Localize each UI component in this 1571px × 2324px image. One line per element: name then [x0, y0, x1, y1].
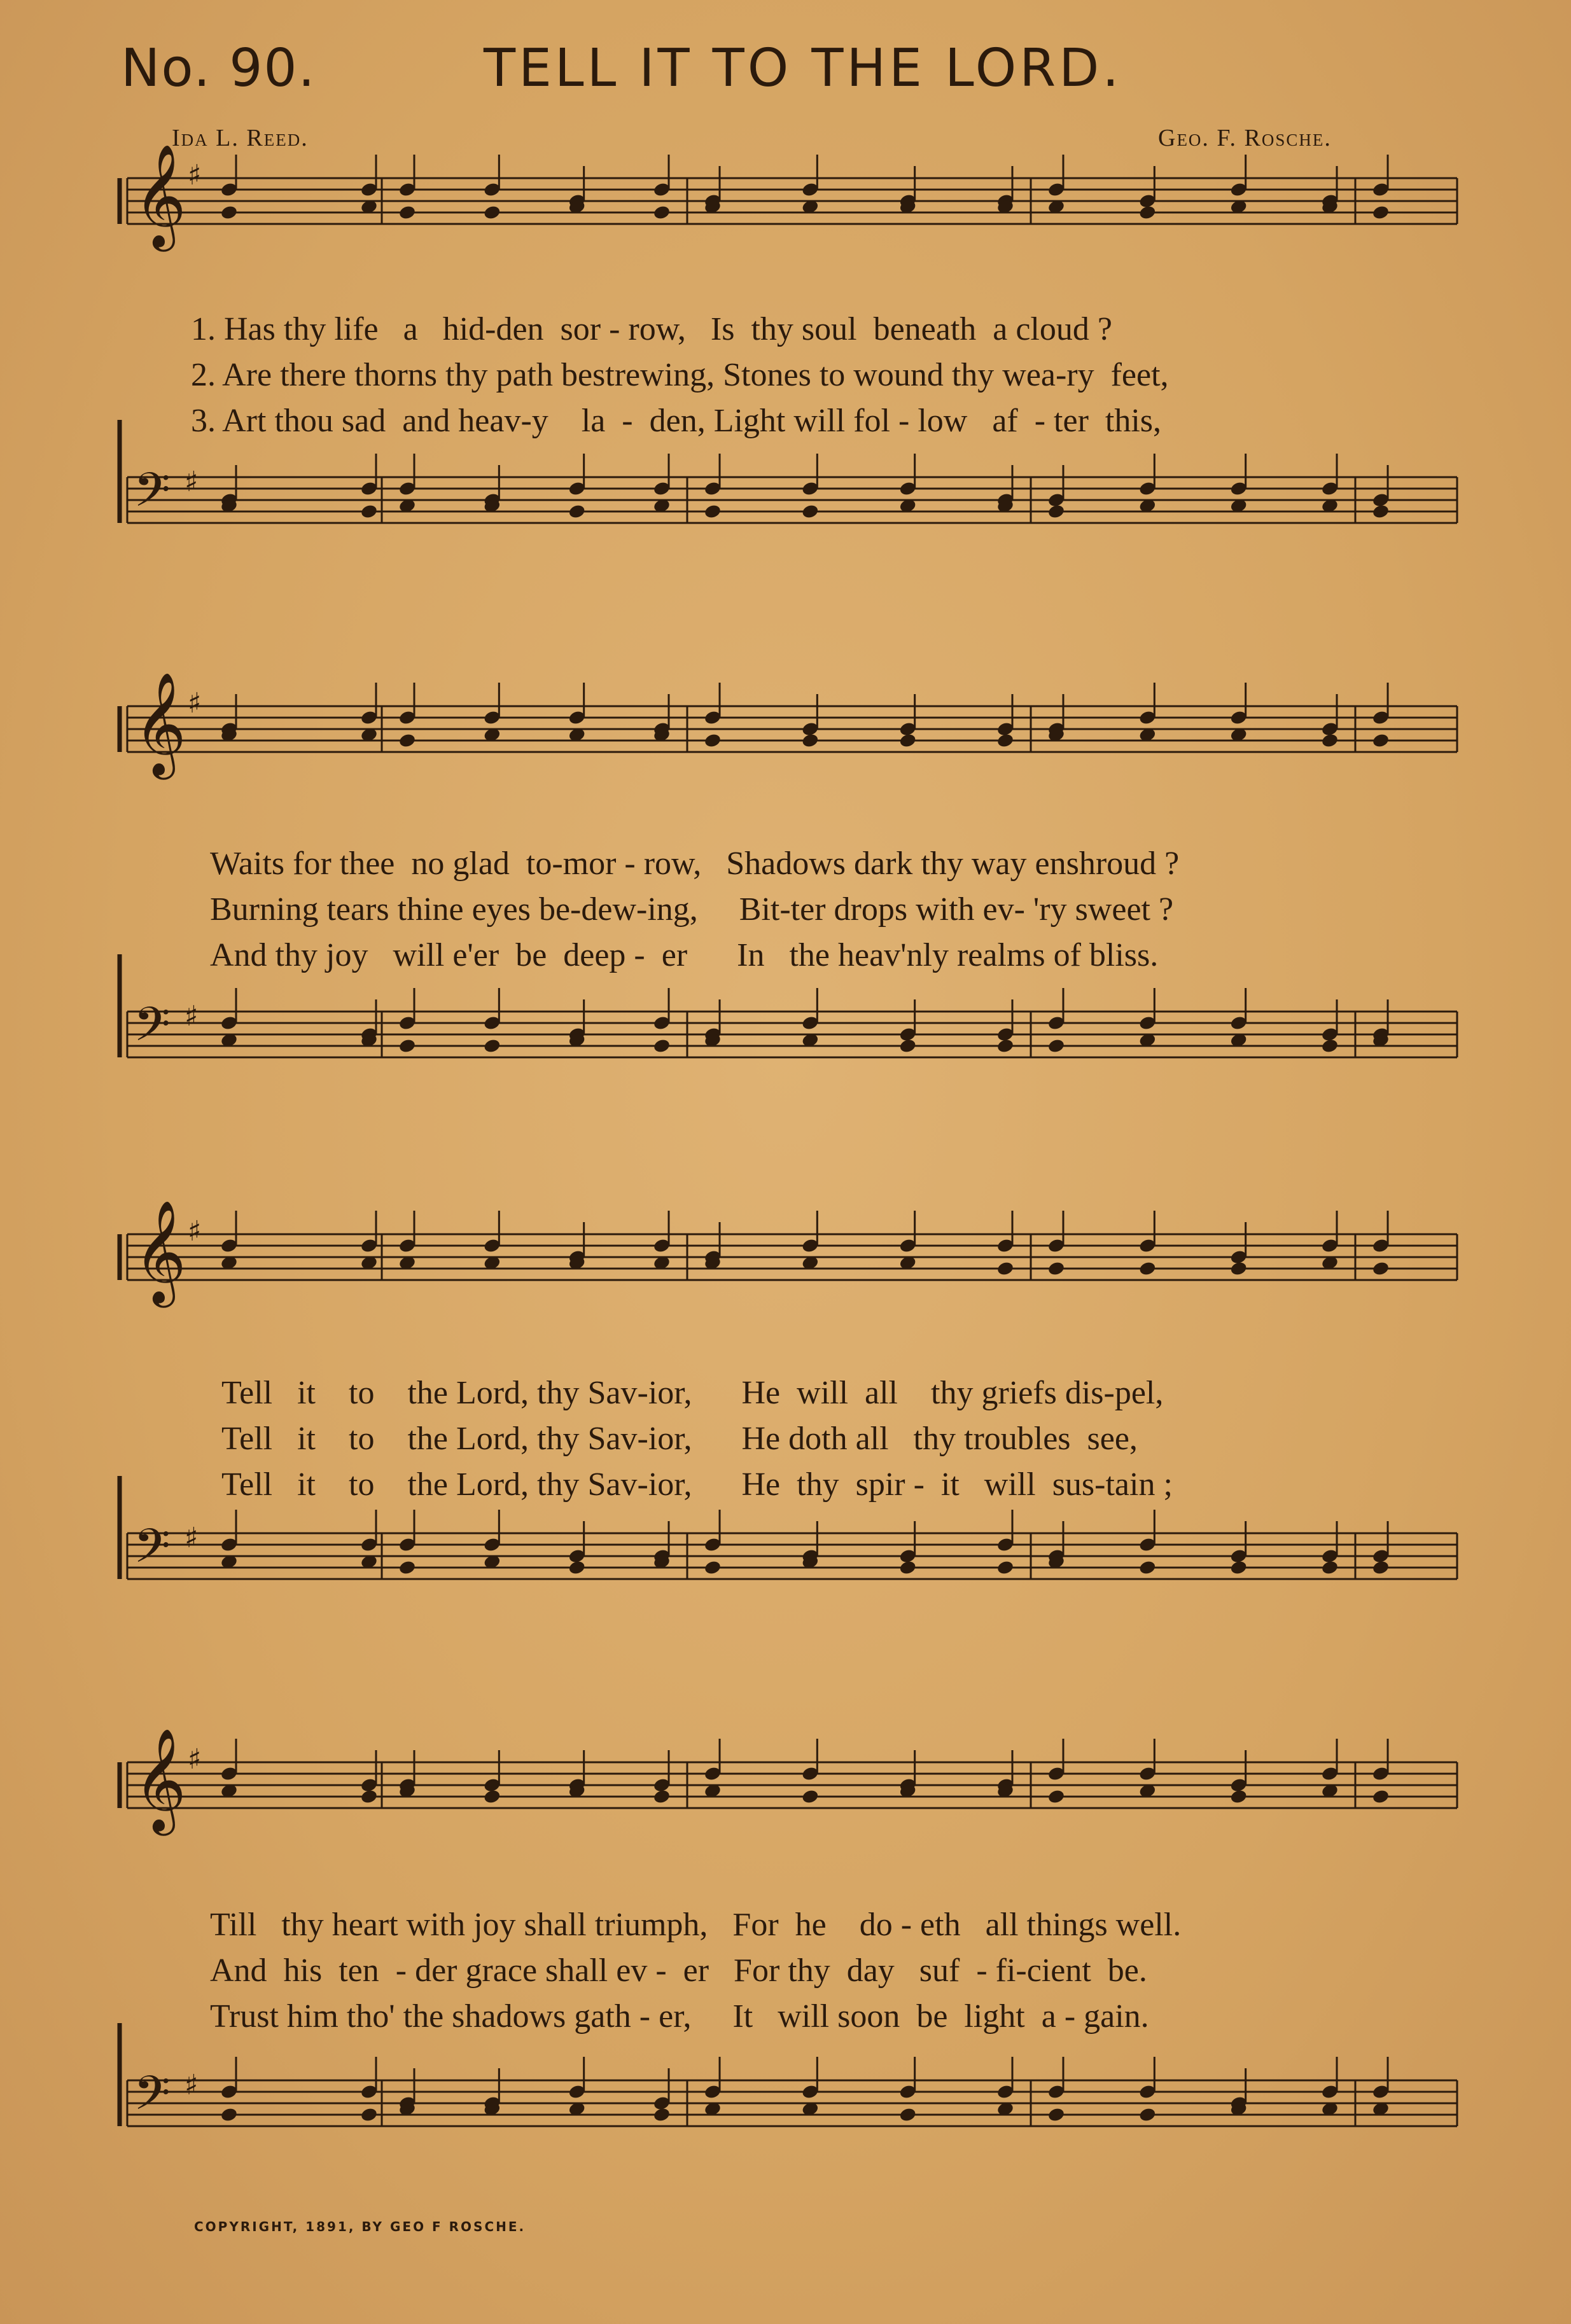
note-head — [1321, 1038, 1339, 1054]
note-head — [1372, 204, 1390, 220]
bass-staff — [127, 1514, 1463, 1641]
sharp-icon: ♯ — [188, 687, 202, 720]
sharp-icon: ♯ — [185, 466, 199, 498]
lyric-line: Till thy heart with joy shall triumph, For he do - eth all things well. — [210, 1907, 1182, 1943]
note-head — [398, 732, 417, 748]
note-head — [1047, 1788, 1066, 1804]
note-head — [483, 1038, 501, 1054]
note-head — [568, 1559, 586, 1575]
note-head — [704, 732, 722, 748]
note-head — [568, 503, 586, 519]
note-head — [1372, 503, 1390, 519]
music-system-1 — [127, 144, 1463, 592]
note-head — [1138, 2106, 1157, 2122]
note-head — [483, 204, 501, 220]
note-head — [996, 1260, 1015, 1276]
treble-clef-icon: 𝄞 — [134, 1728, 186, 1832]
note-head — [653, 1038, 671, 1054]
sharp-icon: ♯ — [185, 1000, 199, 1033]
bass-clef-icon: 𝄢 — [134, 1519, 171, 1585]
lyric-line: 1. Has thy life a hid-den sor - row, Is thy soul beneath a cloud ? — [191, 311, 1112, 347]
lyric-line: Tell it to the Lord, thy Sav-ior, He will all thy griefs dis-pel, — [221, 1375, 1164, 1411]
note-head — [1229, 1788, 1248, 1804]
bass-staff — [127, 992, 1463, 1120]
note-head — [1138, 204, 1157, 220]
sharp-icon: ♯ — [185, 2069, 199, 2101]
note-head — [398, 204, 417, 220]
note-head — [360, 503, 379, 519]
note-head — [1047, 2106, 1066, 2122]
lyricist-credit: Ida L. Reed. — [172, 125, 309, 151]
note-head — [898, 732, 917, 748]
treble-clef-icon: 𝄞 — [134, 1200, 186, 1304]
note-head — [1229, 1260, 1248, 1276]
copyright-notice: COPYRIGHT, 1891, BY GEO F ROSCHE. — [194, 2219, 526, 2234]
note-head — [1138, 1260, 1157, 1276]
bass-clef-icon: 𝄢 — [134, 997, 171, 1064]
note-head — [1229, 1559, 1248, 1575]
note-head — [1047, 1260, 1066, 1276]
music-system-3 — [127, 1200, 1463, 1648]
note-head — [1321, 1559, 1339, 1575]
note-head — [220, 2106, 239, 2122]
note-head — [996, 1038, 1015, 1054]
note-head — [801, 732, 820, 748]
note-head — [1047, 503, 1066, 519]
note-head — [653, 1788, 671, 1804]
lyric-line: 2. Are there thorns thy path bestrewing, Stones to wound thy wea-ry feet, — [191, 357, 1169, 393]
lyric-line: Trust him tho' the shadows gath - er, It will soon be light a - gain. — [210, 1998, 1149, 2035]
treble-clef-icon: 𝄞 — [134, 672, 186, 776]
lyric-line: And his ten - der grace shall ev - er For thy day suf - fi-cient be. — [210, 1952, 1147, 1989]
bass-staff — [127, 458, 1463, 585]
treble-staff — [127, 672, 1463, 814]
note-head — [1047, 1038, 1066, 1054]
lyric-line: And thy joy will e'er be deep - er In the heav'nly realms of bliss. — [210, 937, 1159, 973]
note-head — [801, 1788, 820, 1804]
lyric-line: Burning tears thine eyes be-dew-ing, Bit-ter drops with ev- 'ry sweet ? — [210, 891, 1174, 928]
note-head — [996, 732, 1015, 748]
note-head — [360, 2106, 379, 2122]
note-head — [898, 2106, 917, 2122]
lyric-line: Tell it to the Lord, thy Sav-ior, He doth all thy troubles see, — [221, 1421, 1138, 1457]
lyric-line: Waits for thee no glad to-mor - row, Shadows dark thy way enshroud ? — [210, 845, 1180, 882]
note-head — [1372, 1559, 1390, 1575]
note-head — [1372, 1260, 1390, 1276]
sharp-icon: ♯ — [188, 159, 202, 191]
hymn-title: TELL IT TO THE LORD. — [484, 38, 1122, 99]
hymn-number: No. 90. — [121, 38, 316, 99]
sharp-icon: ♯ — [188, 1215, 202, 1248]
lyric-line: Tell it to the Lord, thy Sav-ior, He thy spir - it will sus-tain ; — [221, 1466, 1173, 1503]
note-head — [1138, 1559, 1157, 1575]
note-head — [653, 2106, 671, 2122]
music-system-4 — [127, 1728, 1463, 2201]
treble-staff — [127, 1728, 1463, 1870]
note-head — [220, 204, 239, 220]
bass-clef-icon: 𝄢 — [134, 463, 171, 529]
bass-clef-icon: 𝄢 — [134, 2066, 171, 2133]
note-head — [1372, 1788, 1390, 1804]
treble-staff — [127, 1200, 1463, 1342]
note-head — [801, 503, 820, 519]
note-head — [1321, 732, 1339, 748]
note-head — [360, 1788, 379, 1804]
note-head — [898, 1038, 917, 1054]
note-head — [483, 1788, 501, 1804]
note-head — [898, 1559, 917, 1575]
note-head — [398, 1038, 417, 1054]
note-head — [398, 1559, 417, 1575]
note-head — [653, 204, 671, 220]
note-head — [996, 1559, 1015, 1575]
composer-credit: Geo. F. Rosche. — [1158, 125, 1332, 151]
music-system-2 — [127, 672, 1463, 1120]
treble-staff — [127, 144, 1463, 286]
note-head — [1372, 732, 1390, 748]
sharp-icon: ♯ — [185, 1522, 199, 1554]
treble-clef-icon: 𝄞 — [134, 144, 186, 247]
lyric-line: 3. Art thou sad and heav-y la - den, Light will fol - low af - ter this, — [191, 403, 1162, 439]
note-head — [704, 503, 722, 519]
bass-staff — [127, 2061, 1463, 2188]
note-head — [704, 1559, 722, 1575]
sharp-icon: ♯ — [188, 1743, 202, 1776]
